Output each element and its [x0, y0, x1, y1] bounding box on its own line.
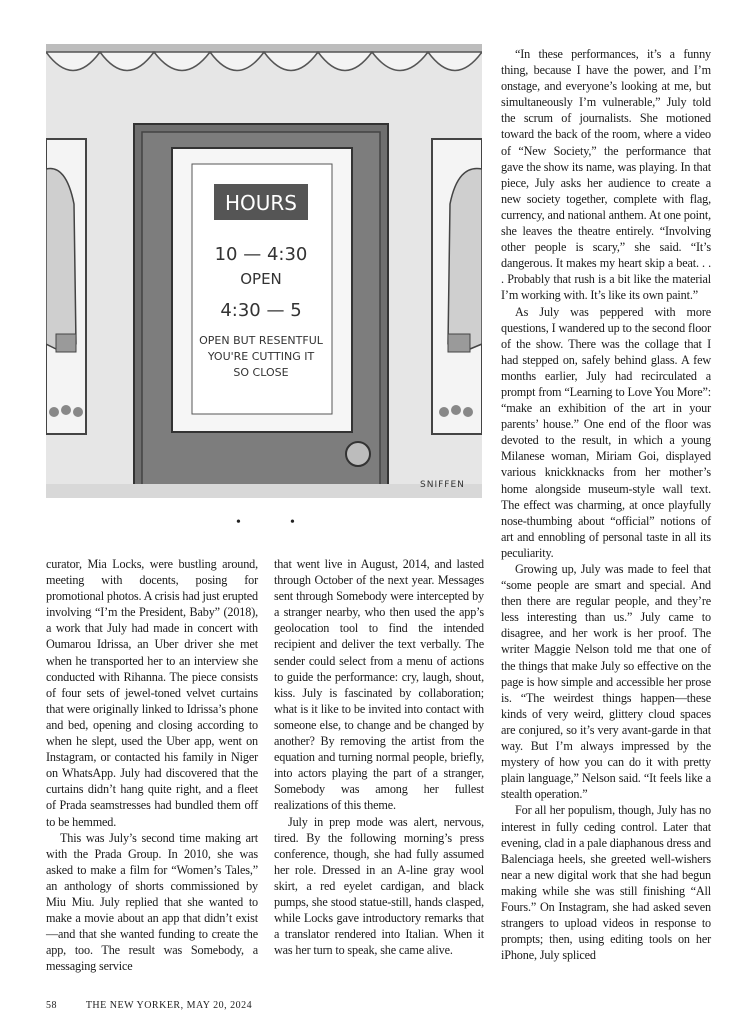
left-coat [46, 168, 76, 350]
text-column-2 [274, 556, 484, 958]
paragraph: This was July’s second time making art with the Prada Group. In 2010, she was asked to make a film for “Women’s Tales,” an anthology of shorts commissioned by Miu Miu. July replied that she wanted to make a movie about an app that didn’t exist—and that she wanted funding to create the app, too. The result was Somebody, a messaging service [46, 830, 258, 974]
sign-status-2-line2: YOU'RE CUTTING IT [207, 350, 315, 363]
cartoon-illustration [46, 44, 482, 498]
door-knob [346, 442, 370, 466]
separator-dot-left: • [236, 515, 241, 530]
sign-hours-2: 4:30 — 5 [220, 300, 302, 321]
cartoon-credit: SNIFFEN [420, 480, 465, 490]
paragraph: For all her populism, though, July has no interest in fully ceding control. Later that evening, clad in a pale diaphanous dress and Balenciaga heels, she greeted well-wishers near a new digital work that she had begun making while she was still finishing “All Fours.” On Instagram, she had asked seven strangers to upload videos in response to prompts; then, using editing tools on her iPhone, July spliced [501, 803, 711, 963]
publication-line: THE NEW YORKER, MAY 20, 2024 [85, 1000, 253, 1011]
right-coat [448, 168, 482, 350]
text-column-1 [46, 556, 258, 974]
sign-hours-1: 10 — 4:30 [214, 244, 308, 265]
sign-status-1: OPEN [240, 270, 282, 288]
paragraph: Growing up, July was made to feel that “some people are smart and special. And then there are regular people, and they’re less interesting than us.” July came to disagree, and her work is her proof. The writer Maggie Nelson told me that one of the things that make July so effective on the page is how simple and accessible her prose is. “The weirdest things happen—these kinds of very weird, glittery cloud spaces are conjured, so it’s very avant-garde in that way. But I’m always impressed by the mystery of how you can do it with pretty plain language,” Nelson said. “It feels like a stealth operation.” [501, 562, 711, 802]
text-column-3 [501, 46, 711, 963]
page-number: 58 [46, 1000, 57, 1011]
page-footer [46, 1000, 252, 1011]
paragraph: July in prep mode was alert, nervous, tired. By the following morning’s press conference, though, she had fully assumed her role. Dressed in an A-line gray wool skirt, a red eyelet cardigan, and black pumps, she stood statue-still, hands clasped, while Locks gave introductory remarks that a translator rendered into Italian. When it was her turn to speak, she came alive. [274, 814, 484, 958]
paragraph: “In these performances, it’s a funny thing, because I have the power, and I’m onstage, and everyone’s looking at me, but simultaneously I’m vulnerable,” July told the scrum of journalists. She motioned toward the back of the room, where a video of “New Society,” the performance that gave the show its name, was playing. In that piece, July asks her audience to create a new society together, complete with flag, currency, and national anthem. At one point, she leaves the theatre entirely. “Involving other people is scary,” she said. “It’s dangerous. It makes my heart skip a beat. . . . Probably that rush is a bit like the material I’m working with. It’s like its own paint.” [501, 47, 711, 303]
sign-title: HOURS [224, 191, 298, 215]
paragraph: curator, Mia Locks, were bustling around, meeting with docents, posing for promotional photos. A crisis had just erupted involving “I’m the President, Baby” (2018), a work that July had made in concert with Oumarou Idrissa, an Uber driver she met when he transported her to an interview she conducted with Rihanna. The piece consists of four sets of jewel-toned velvet curtains that were originally linked to Idrissa’s phone and bed, opening and closing according to when he slept, used the Uber app, went on Instagram, or contacted his family in Niger on WhatsApp. July had discovered that the curtains didn’t hang quite right, and a fleet of Prada seamstresses had bundled them off to be hemmed. [46, 557, 258, 829]
paragraph: As July was peppered with more questions, I wandered up to the second floor of the show. There was the collage that I had stepped on, safely behind glass. A few months earlier, July had recirculated a prompt from “Learning to Love You More”: “make an exhibition of the art in your parents’ house.” One end of the floor was devoted to the result, in which a young Milanese woman, Miriam Goi, displayed various knickknacks from her mother’s home alongside museum-style wall text. The effect was charming, at once playfully nose-thumbing about “official” notions of art and ennobling of personal taste in all its peculiarity. [501, 304, 711, 560]
separator-dot-right: • [290, 515, 295, 530]
sign-status-2-line1: OPEN BUT RESENTFUL [199, 334, 323, 347]
cartoon-drawing [46, 44, 482, 498]
sign-status-2-line3: SO CLOSE [233, 366, 289, 379]
paragraph: that went live in August, 2014, and lasted through October of the next year. Messages sent through Somebody were intercepted by a stranger nearby, who then used the app’s geolocation tool to find the intended recipient and deliver the text verbally. The sender could select from a menu of actions to guide the performance: cry, laugh, shout, kiss. July is fascinated by collaboration; what is it like to be invited into contact with someone else, to change and be changed by another? By removing the artist from the equation and turning normal people, briefly, into actors playing the part of a stranger, Somebody was among her fullest realizations of this theme. [274, 557, 484, 813]
